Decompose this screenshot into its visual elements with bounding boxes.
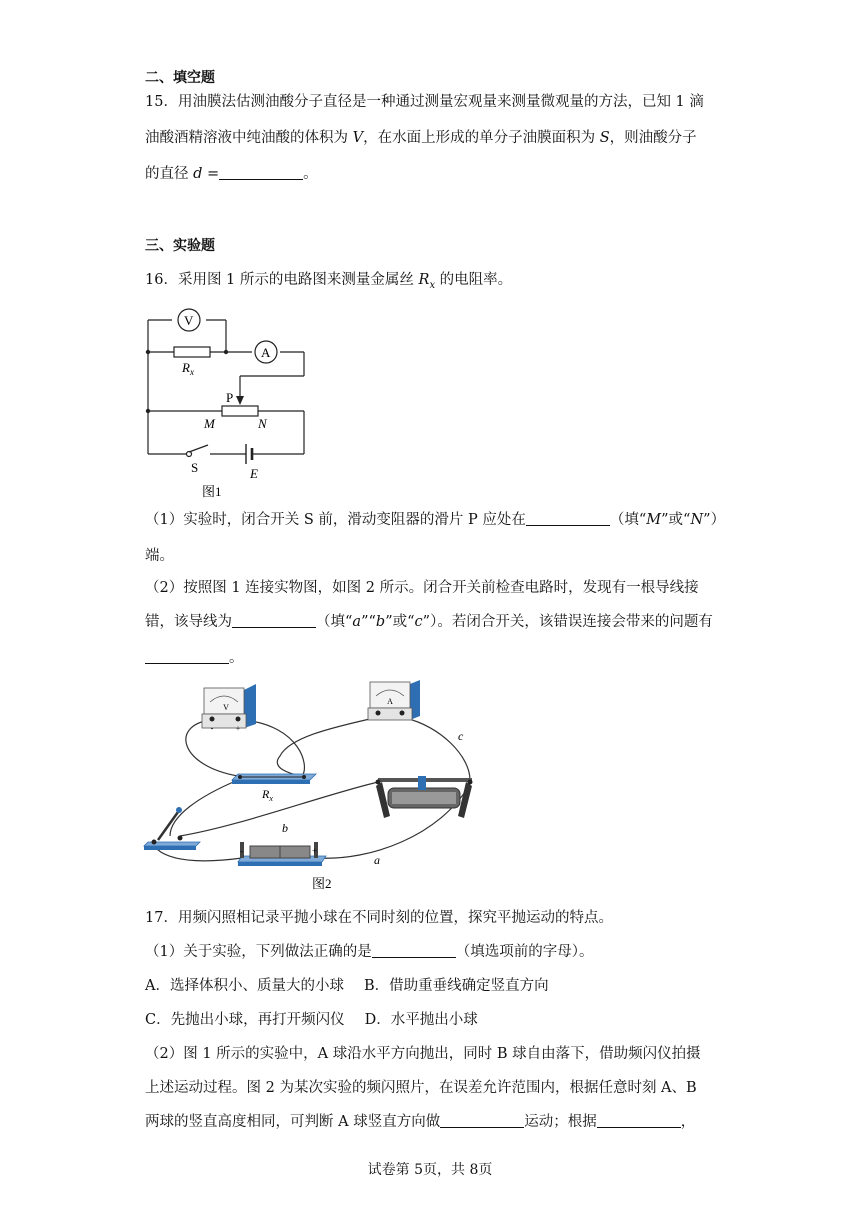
fig2-rx-label: $R_x$: [262, 787, 273, 803]
q16-stem: 16．采用图 1 所示的电路图来测量金属丝 $R_x$ 的电阻率。: [145, 272, 513, 291]
wire-c: [405, 718, 470, 780]
fig1-battery-label: E: [250, 466, 258, 481]
fig1-rx-label: $R_x$: [182, 360, 194, 377]
q15-line-3: 的直径 d = 。: [145, 166, 318, 182]
q17-options-row-2: [145, 1010, 478, 1030]
knife-switch-device: [144, 807, 200, 850]
rx-board-device: [232, 774, 316, 784]
circuit-diagram-fig1: [130, 304, 330, 502]
fig1-switch-label: S: [191, 460, 199, 475]
fig2-voltmeter-minus: -: [210, 724, 214, 733]
ammeter-device: [368, 680, 420, 720]
page-footer: 试卷第 5页，共 8页: [367, 1162, 493, 1178]
q16-part1-line-2: 端。: [145, 548, 174, 564]
section-heading-fill-in: 二、填空题: [145, 70, 215, 86]
answer-blank[interactable]: [526, 511, 610, 526]
fig2-battery-minus: -: [240, 846, 243, 856]
q15-line-2: 油酸酒精溶液中纯油酸的体积为 V，在水面上形成的单分子油膜面积为 S，则油酸分子: [145, 130, 697, 146]
fig2-voltmeter-label: V: [223, 703, 229, 712]
fig2-caption: 图2: [312, 876, 332, 891]
option-c: C．先抛出小球，再打开频闪仪: [145, 1012, 345, 1028]
option-d: D．水平抛出小球: [364, 1012, 478, 1028]
q17-part2-line-2: 上述运动过程。图 2 为某次实验的频闪照片，在误差允许范围内，根据任意时刻 A、B: [145, 1080, 697, 1096]
answer-blank[interactable]: [232, 613, 316, 628]
q17-part2-line-1: （2）图 1 所示的实验中，A 球沿水平方向抛出，同时 B 球自由落下，借助频闪仪拍摄: [145, 1046, 701, 1062]
q16-part2-line-2: 错，该导线为 （填“a”“b”或“c”）。若闭合开关，该错误连接会带来的问题有: [145, 614, 713, 630]
fig1-n-label: N: [258, 416, 267, 431]
slider-arrow: [236, 396, 244, 405]
wire-voltmeter-right: [244, 720, 304, 776]
fig2-wire-c-label: c: [458, 729, 464, 743]
section-heading-experiment: 三、实验题: [145, 238, 215, 254]
wire-ammeter-to-rx: [277, 718, 374, 776]
fig2-battery-plus: +: [312, 846, 318, 856]
q16-part2-line-3: 。: [145, 648, 244, 668]
fig2-ammeter-label: A: [387, 697, 393, 706]
fig1-p-label: P: [226, 390, 234, 405]
rheostat-symbol: [222, 406, 258, 416]
q16-part1-line-1: （1）实验时，闭合开关 S 前，滑动变阻器的滑片 P 应处在 （填“M”或“N”）: [145, 512, 726, 528]
fig1-ammeter-label: A: [261, 345, 271, 360]
fig2-voltmeter-plus: +: [235, 724, 241, 733]
fig2-wire-b-label: b: [282, 821, 288, 835]
fig2-wire-a-label: a: [374, 853, 380, 867]
voltmeter-device: [202, 684, 256, 728]
wiring-illustration-fig2: [140, 676, 510, 896]
answer-blank[interactable]: [145, 649, 229, 664]
fig1-caption: 图1: [202, 484, 222, 499]
q15-line-1: 15．用油膜法估测油酸分子直径是一种通过测量宏观量来测量微观量的方法，已知 1 滴: [145, 94, 704, 110]
answer-blank[interactable]: [219, 165, 303, 180]
fig1-voltmeter-label: V: [184, 313, 194, 328]
q17-part2-line-3: 两球的竖直高度相同，可判断 A 球竖直方向做 运动；根据 ，: [145, 1114, 696, 1130]
option-b: B．借助重垂线确定竖直方向: [363, 978, 549, 994]
switch-contact: [187, 452, 192, 457]
option-a: A．选择体积小、质量大的小球: [145, 978, 344, 994]
resistor-rx-symbol: [174, 347, 210, 357]
q17-options-row-1: [145, 976, 549, 996]
answer-blank[interactable]: [597, 1113, 681, 1128]
fig1-m-label: M: [204, 416, 215, 431]
q17-part1: （1）关于实验，下列做法正确的是 （填选项前的字母）。: [145, 944, 594, 960]
q16-part2-line-1: （2）按照图 1 连接实物图，如图 2 所示。闭合开关前检查电路时，发现有一根导线接: [145, 580, 699, 596]
answer-blank[interactable]: [372, 943, 456, 958]
answer-blank[interactable]: [440, 1113, 524, 1128]
q17-stem: 17．用频闪照相记录平抛小球在不同时刻的位置，探究平抛运动的特点。: [145, 910, 613, 926]
wire-b: [180, 782, 378, 836]
rheostat-device: [376, 776, 473, 818]
